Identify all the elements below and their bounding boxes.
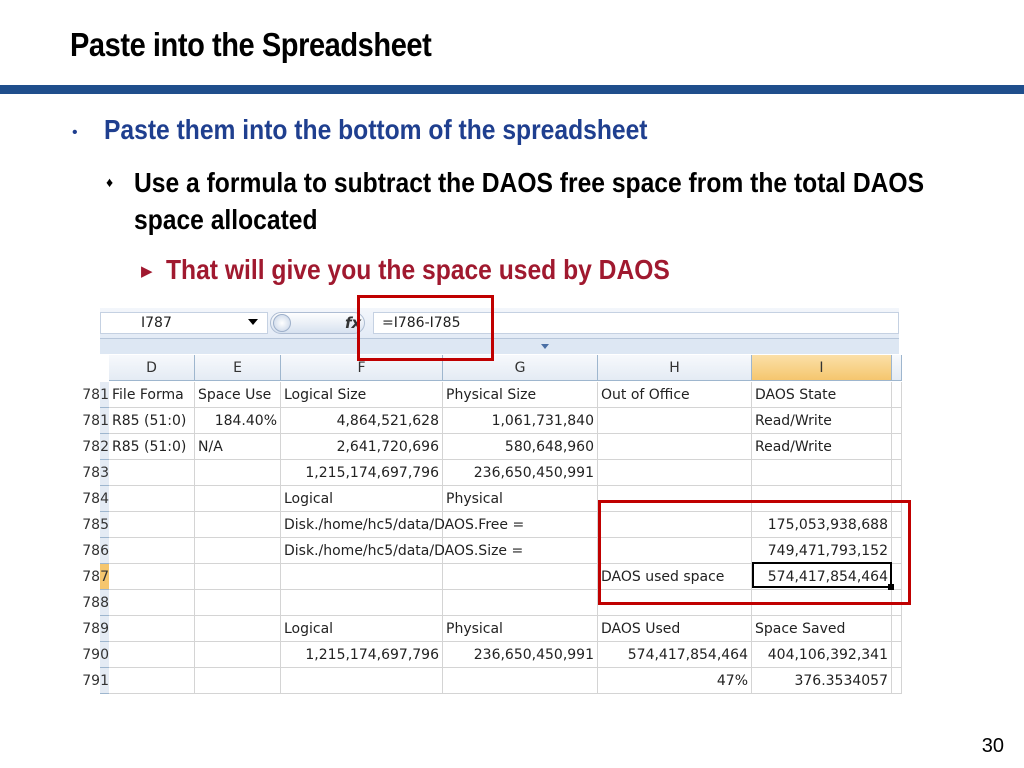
cell-i-row9[interactable]: Space Saved (752, 616, 892, 642)
cell-g-row7[interactable] (443, 564, 598, 590)
cell-d-row8[interactable] (109, 590, 195, 616)
column-header-d[interactable]: D (109, 355, 195, 381)
cell-f-row4[interactable]: Logical (281, 486, 443, 512)
function-icon[interactable]: fx (345, 314, 362, 332)
cell-d-row0[interactable]: File Forma (109, 382, 195, 408)
cell-h-row3[interactable] (598, 460, 752, 486)
bullet-level1: Paste them into the bottom of the spreadsheet (104, 114, 648, 145)
cell-partial[interactable] (892, 460, 902, 486)
cell-h-row7[interactable]: DAOS used space (598, 564, 752, 590)
column-header-g[interactable]: G (443, 355, 598, 381)
column-header-e[interactable]: E (195, 355, 281, 381)
cell-e-row10[interactable] (195, 642, 281, 668)
cell-e-row5[interactable] (195, 512, 281, 538)
row-header[interactable]: 790 (100, 642, 109, 668)
circle-knob-icon[interactable] (273, 314, 291, 332)
formula-bar-expander[interactable] (100, 339, 899, 354)
column-header-f[interactable]: F (281, 355, 443, 381)
diamond-bullet-icon: ♦ (106, 174, 114, 190)
cell-d-row5[interactable] (109, 512, 195, 538)
slide-title: Paste into the Spreadsheet (70, 26, 432, 63)
expand-arrow-icon[interactable] (541, 344, 549, 349)
cell-d-row6[interactable] (109, 538, 195, 564)
title-divider (0, 85, 1024, 94)
row-header[interactable]: 787 (100, 564, 109, 590)
cell-h-row11[interactable]: 47% (598, 668, 752, 694)
cell-d-row4[interactable] (109, 486, 195, 512)
row-header[interactable]: 789 (100, 616, 109, 642)
cell-i-row3[interactable] (752, 460, 892, 486)
cell-e-row11[interactable] (195, 668, 281, 694)
cell-f-row1[interactable]: 4,864,521,628 (281, 408, 443, 434)
cell-e-row6[interactable] (195, 538, 281, 564)
row-header[interactable]: 791 (100, 668, 109, 694)
cell-d-row10[interactable] (109, 642, 195, 668)
formula-highlight-box (357, 295, 494, 361)
bullet-level3: That will give you the space used by DAOS (166, 254, 670, 285)
cell-d-row9[interactable] (109, 616, 195, 642)
cell-partial[interactable] (892, 434, 902, 460)
formula-input[interactable]: =I786-I785 (373, 312, 899, 334)
row-header[interactable]: 786 (100, 538, 109, 564)
cell-h-row9[interactable]: DAOS Used (598, 616, 752, 642)
cell-h-row10[interactable]: 574,417,854,464 (598, 642, 752, 668)
cell-d-row2[interactable]: R85 (51:0) (109, 434, 195, 460)
cell-g-row6[interactable] (443, 538, 598, 564)
column-header-h[interactable]: H (598, 355, 752, 381)
cell-d-row1[interactable]: R85 (51:0) (109, 408, 195, 434)
row-header[interactable]: 785 (100, 512, 109, 538)
cell-i-row1[interactable]: Read/Write (752, 408, 892, 434)
cell-g-row3[interactable]: 236,650,450,991 (443, 460, 598, 486)
cell-g-row1[interactable]: 1,061,731,840 (443, 408, 598, 434)
cell-f-row7[interactable] (281, 564, 443, 590)
cell-i-row0[interactable]: DAOS State (752, 382, 892, 408)
cell-f-row8[interactable] (281, 590, 443, 616)
result-highlight-box (598, 500, 911, 605)
row-header[interactable]: 782 (100, 434, 109, 460)
cell-f-row10[interactable]: 1,215,174,697,796 (281, 642, 443, 668)
cell-e-row8[interactable] (195, 590, 281, 616)
row-header[interactable]: 788 (100, 590, 109, 616)
cell-e-row1[interactable]: 184.40% (195, 408, 281, 434)
column-header-partial[interactable] (892, 355, 902, 381)
row-header[interactable]: 781 (100, 382, 109, 408)
cell-h-row2[interactable] (598, 434, 752, 460)
cell-i-row2[interactable]: Read/Write (752, 434, 892, 460)
cell-g-row9[interactable]: Physical (443, 616, 598, 642)
cell-e-row7[interactable] (195, 564, 281, 590)
cell-g-row8[interactable] (443, 590, 598, 616)
cell-e-row2[interactable]: N/A (195, 434, 281, 460)
cell-f-row11[interactable] (281, 668, 443, 694)
cell-h-row0[interactable]: Out of Office (598, 382, 752, 408)
cell-f-row9[interactable]: Logical (281, 616, 443, 642)
cell-i-row11[interactable]: 376.3534057 (752, 668, 892, 694)
cell-g-row11[interactable] (443, 668, 598, 694)
cell-d-row3[interactable] (109, 460, 195, 486)
cell-d-row11[interactable] (109, 668, 195, 694)
cell-g-row10[interactable]: 236,650,450,991 (443, 642, 598, 668)
bullet-dot-icon: • (72, 124, 78, 141)
row-header[interactable]: 781 (100, 408, 109, 434)
cell-g-row2[interactable]: 580,648,960 (443, 434, 598, 460)
cell-partial[interactable] (892, 382, 902, 408)
slide-number: 30 (981, 735, 1004, 757)
cell-g-row0[interactable]: Physical Size (443, 382, 598, 408)
cell-f-row3[interactable]: 1,215,174,697,796 (281, 460, 443, 486)
column-header-i[interactable]: I (752, 355, 892, 381)
cell-f-row2[interactable]: 2,641,720,696 (281, 434, 443, 460)
name-box[interactable]: I787 (100, 312, 268, 334)
cell-e-row9[interactable] (195, 616, 281, 642)
row-header[interactable]: 784 (100, 486, 109, 512)
cell-f-row5[interactable]: Disk./home/hc5/data/DAOS.Free = (281, 512, 443, 538)
cell-i-row6[interactable]: 749,471,793,152 (752, 538, 892, 564)
chevron-down-icon[interactable] (248, 319, 258, 325)
cell-g-row4[interactable]: Physical (443, 486, 598, 512)
row-header[interactable]: 783 (100, 460, 109, 486)
cell-e-row4[interactable] (195, 486, 281, 512)
cell-partial[interactable] (892, 642, 902, 668)
cell-i-row7[interactable]: 574,417,854,464 (752, 564, 892, 590)
cell-d-row7[interactable] (109, 564, 195, 590)
cell-partial[interactable] (892, 616, 902, 642)
cell-i-row5[interactable]: 175,053,938,688 (752, 512, 892, 538)
cell-h-row1[interactable] (598, 408, 752, 434)
bullet-level2: Use a formula to subtract the DAOS free space from the total DAOS space allocated (134, 167, 925, 235)
cell-g-row5[interactable] (443, 512, 598, 538)
cell-f-row0[interactable]: Logical Size (281, 382, 443, 408)
cell-e-row0[interactable]: Space Use (195, 382, 281, 408)
triangle-bullet-icon: ▶ (141, 263, 153, 280)
cell-partial[interactable] (892, 408, 902, 434)
cell-f-row6[interactable]: Disk./home/hc5/data/DAOS.Size = (281, 538, 443, 564)
cell-i-row10[interactable]: 404,106,392,341 (752, 642, 892, 668)
cell-e-row3[interactable] (195, 460, 281, 486)
cell-partial[interactable] (892, 668, 902, 694)
